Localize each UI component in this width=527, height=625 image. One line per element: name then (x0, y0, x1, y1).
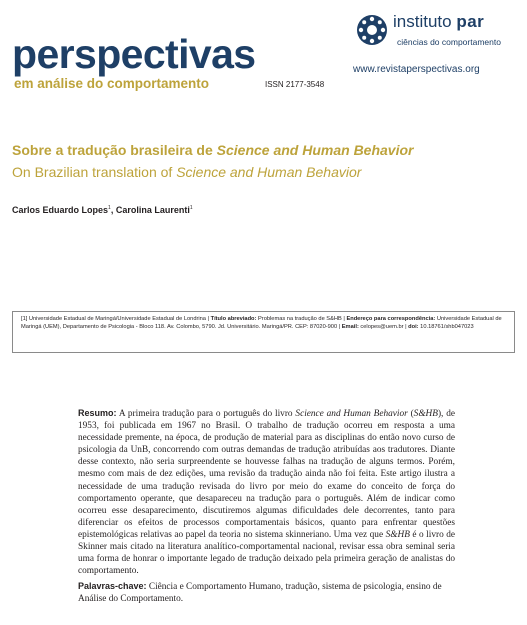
affil-marker: [1] (21, 316, 28, 322)
journal-title: perspectivas (12, 31, 256, 77)
abstract-text-3: ), de 1953, foi publicada em 1967 no Brasil. O trabalho de tradução ocorreu em resposta a uma necessidade premente, na época, de produção de material para as disciplinas do então novo curso de psicologia da UnB, concorrendo com outras demandas de tradução atribuídas aos tradutores. Diante desse contexto, não seria surpreendente se houvesse falhas na tradução de alguns termos. Porém, mesmo com mais de dez edições, uma revisão da tradução ainda não foi feita. Este artigo ilustra a necessidade de uma tradução revisada do livro por meio do exame do conceito de força do comportamento operante, que desapareceu na tradução para o português. Além de indicar como ocorreu esse desaparecimento, discutiremos algumas dificuldades dele decorrentes, tanto para diferenciar os efeitos de processos comportamentais básicos, quanto para enfrentar questões epistemológicas relativas ao papel da teoria no sistema skinneriano. Uma vez que (78, 409, 455, 540)
title-pt-italic: Science and Human Behavior (216, 142, 414, 158)
abstract-book-title: Science and Human Behavior (295, 409, 408, 419)
affiliation-box (12, 311, 515, 353)
affil-short-title: Problemas na tradução de S&HB | (256, 316, 347, 322)
affil-email[interactable]: celopes@uem.br | (358, 324, 409, 331)
abstract-text-1: A primeira tradução para o português do livro (116, 409, 296, 419)
title-en-italic: Science and Human Behavior (176, 164, 362, 180)
institute-tagline: ciências do comportamento (397, 37, 501, 47)
abstract-text-4: é o livro de Skinner mais citado na literatura analítico-comportamental nacional, revisar essa obra seminal seria uma forma de honrar o importante legado de tradução deixado pela primeira geração de analistas do comportamento. (78, 529, 456, 577)
keywords (78, 580, 455, 605)
author-2-mark: 1 (189, 205, 193, 211)
affil-address: Universidade Estadual de Maringá (UEM), Departamento de Psicologia - Bloco 118. Av. Colombo, 5790. Jd. Universitário. Maringá/PR. CEP: 87020-900 | (21, 316, 502, 331)
keywords-text: Ciência e Comportamento Humano, tradução, sistema de psicologia, ensino de Análise do Comportamento. (78, 582, 442, 605)
institute-name-light: instituto (393, 12, 452, 31)
journal-subtitle: em análise do comportamento (14, 76, 210, 91)
author-2: Carolina Laurenti (115, 205, 190, 215)
website-link[interactable]: www.revistaperspectivas.org (353, 64, 480, 75)
abstract-label: Resumo: (78, 408, 117, 418)
author-1: Carlos Eduardo Lopes (12, 205, 109, 215)
author-1-mark: 1 (108, 205, 111, 211)
abstract-text-2: ( (407, 409, 414, 419)
affil-institutions: Universidade Estadual de Maringá/Universidade Estadual de Londrina | (27, 316, 211, 322)
abstract-abbr-2: S&HB (385, 529, 410, 540)
affil-doi[interactable]: 10.18761/shb047023 (418, 324, 474, 331)
authors-line (12, 205, 193, 215)
affil-short-title-label: Título abreviado: (210, 316, 257, 322)
title-pt-plain: Sobre a tradução brasileira de (12, 142, 217, 158)
article-title-pt (12, 142, 413, 158)
institute-name (393, 12, 484, 32)
institute-name-bold: par (456, 12, 485, 31)
institute-logo-icon (356, 14, 388, 46)
abstract (78, 407, 455, 577)
title-en-plain: On Brazilian translation of (12, 164, 177, 180)
abstract-abbr-1: S&HB (413, 409, 438, 419)
affil-doi-label: doi: (408, 324, 419, 331)
keywords-label: Palavras-chave: (78, 581, 147, 591)
article-title-en (12, 164, 361, 180)
issn: ISSN 2177-3548 (265, 80, 325, 89)
affil-email-label: Email: (341, 324, 359, 331)
author-separator: , (110, 205, 116, 215)
affil-address-label: Endereço para correspondência: (346, 316, 436, 322)
